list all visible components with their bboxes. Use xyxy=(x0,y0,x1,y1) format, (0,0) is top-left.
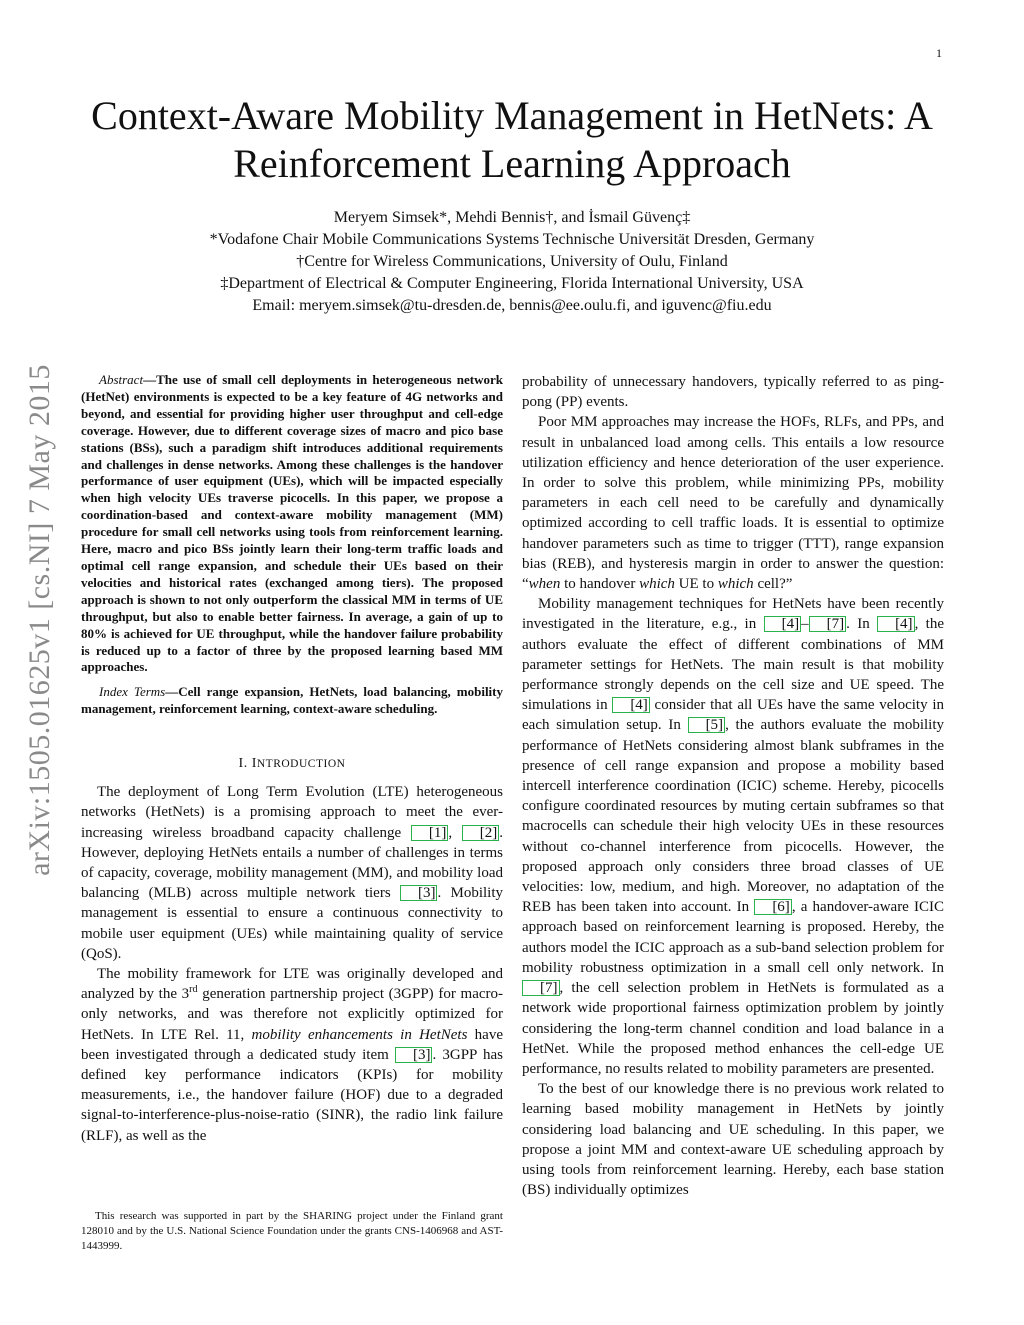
arxiv-stamp: arXiv:1505.01625v1 [cs.NI] 7 May 2015 xyxy=(23,364,56,876)
abstract-text: —The use of small cell deployments in heterogeneous network (HetNet) environments is expected to be a key feature of 4G networks and beyond, and essential for providing higher user throughput and cell-edge coverage. However, due to different coverage sizes of macro and pico base stations (BSs), such a paradigm shift introduces additional requirements and challenges in dense networks. Among these challenges is the handover performance of user equipment (UEs), which will be impacted especially when high velocity UEs traverse picocells. In this paper, we propose a coordination-based and context-aware mobility management (MM) procedure for small cell networks using tools from reinforcement learning. Here, macro and pico BSs jointly learn their long-term traffic loads and optimal cell range expansion, and schedule their UEs based on their velocities and historical rates (exchanged among tiers). The proposed approach is shown to not only outperform the classical MM in terms of UE throughput, but also to enable better fairness. In average, a gain of up to 80% is achieved for UE throughput, while the handover failure probability is reduced up to a factor of three by the proposed learning based MM approaches. xyxy=(81,372,503,675)
right-paragraph-4: To the best of our knowledge there is no previous work related to learning based mobility management in HetNets by jointly considering load balancing and UE scheduling. In this paper, we propose a joint MM and context-aware UE scheduling approach by using tools from reinforcement learning. Hereby, each base station (BS) individually optimizes xyxy=(522,1081,944,1199)
abstract-label: Abstract xyxy=(99,372,144,387)
intro-paragraph-2: The mobility framework for LTE was originally developed and analyzed by the 3rd generation partnership project (3GPP) for macro-only networks, and was therefore not explicitly optimized for HetNets. In LTE Rel. 11, mobility enhancements in HetNets have been investigated through a dedicated study item [3] . 3GPP has defined key performance indicators (KPIs) for mobility measurements, i.e., the handover failure (HOF) due to a degraded signal-to-interference-plus-noise-ratio (SINR), the radio link failure (RLF), as well as the xyxy=(81,965,503,1144)
page-number: 1 xyxy=(936,46,942,60)
paper-title xyxy=(60,92,964,188)
citation-link[interactable]: [2] xyxy=(462,825,500,841)
citation-link[interactable]: [4] xyxy=(764,616,802,632)
citation-link[interactable]: [3] xyxy=(400,885,438,901)
author-names: Meryem Simsek*, Mehdi Bennis†, and İsmail Güvenç‡ xyxy=(333,209,691,226)
citation-link[interactable]: [7] xyxy=(522,980,560,996)
index-terms-label: Index Terms xyxy=(99,684,166,700)
abstract xyxy=(81,372,503,676)
citation-link[interactable]: [3] xyxy=(395,1047,433,1063)
title-line-1: Context-Aware Mobility Management in HetNets: A xyxy=(91,93,933,138)
author-block xyxy=(60,207,964,317)
index-terms xyxy=(81,684,503,718)
author-emails: Email: meryem.simsek@tu-dresden.de, bennis@ee.oulu.fi, and iguvenc@fiu.edu xyxy=(252,297,772,314)
citation-link[interactable]: [5] xyxy=(688,717,726,733)
affiliation-1: *Vodafone Chair Mobile Communications Systems Technische Universität Dresden, Germany xyxy=(209,231,815,248)
left-column xyxy=(81,372,503,1146)
citation-link[interactable]: [7] xyxy=(809,616,847,632)
right-paragraph-2: Poor MM approaches may increase the HOFs, RLFs, and PPs, and result in unbalanced load among cells. This entails a low resource utilization efficiency and hence deterioration of the user experience. In order to solve this problem, while minimizing PPs, mobility parameters in each cell need to be carefully and dynamically optimized according to cell traffic loads. It is essential to optimize handover parameters such as time to trigger (TTT), range expansion bias (REB), and hysteresis margin in order to answer the question: “when to handover which UE to which cell?” xyxy=(522,414,944,593)
right-paragraph-3: Mobility management techniques for HetNets have been recently investigated in the literature, e.g., in [4] – [7] . In [4] , the authors evaluate the effect of different combinations of MM parameter settings for HetNets. The main result is that mobility performance strongly depends on the cell size and UE speed. The simulations in [4] consider that all UEs have the same velocity in each simulation setup. In [5] , the authors evaluate the mobility performance of HetNets considering almost blank subframes in the presence of cell range expansion and propose a mobility based intercell interference coordination (ICIC) scheme. Hereby, picocells configure coordinated resources by muting certain subframes so that macrocells can schedule their high velocity UEs in these resources without co-channel interference from picocells. However, the proposed approach only considers three broad classes of UE velocities: low, medium, and high. Moreover, no adaptation of the REB has been taken into account. In [6] , a handover-aware ICIC approach based on reinforcement learning is proposed. Hereby, the authors model the ICIC approach as a sub-band selection problem for mobility robustness optimization in a small cell only network. In [7] , the cell selection problem in HetNets is formulated as a network wide proportional fairness optimization problem by jointly considering the long-term channel condition and load balance in a HetNet. While the proposed method enhances the cell-edge UE performance, no results related to mobility parameters are presented. xyxy=(522,596,945,1077)
citation-link[interactable]: [1] xyxy=(411,825,449,841)
funding-footnote: This research was supported in part by the SHARING project under the Finland grant 128010 and by the U.S. National Science Foundation under the grants CNS-1406968 and AST-1443999. xyxy=(81,1210,503,1252)
citation-link[interactable]: [4] xyxy=(877,616,915,632)
citation-link[interactable]: [4] xyxy=(612,697,650,713)
index-terms-text: —Cell range expansion, HetNets, load balancing, mobility management, reinforcement learning, context-aware scheduling. xyxy=(81,684,504,717)
title-line-2: Reinforcement Learning Approach xyxy=(233,141,791,186)
section-heading-introduction: I. INTRODUCTION xyxy=(238,756,346,772)
citation-link[interactable]: [6] xyxy=(754,899,792,915)
intro-paragraph-1: The deployment of Long Term Evolution (LTE) heterogeneous networks (HetNets) is a promising approach to meet the ever-increasing wireless broadband capacity challenge [1] , [2] . However, deploying HetNets entails a number of challenges in terms of capacity, coverage, mobility management (MM), and mobility load balancing (MLB) across multiple network tiers [3] . Mobility management is essential to ensure a continuous connectivity to mobile user equipment (UEs) while maintaining quality of service (QoS). xyxy=(81,784,504,962)
right-paragraph-1: probability of unnecessary handovers, typically referred to as ping-pong (PP) events. xyxy=(522,374,944,411)
right-column xyxy=(522,372,944,1200)
affiliation-3: ‡Department of Electrical & Computer Engineering, Florida International University, USA xyxy=(220,275,804,292)
affiliation-2: †Centre for Wireless Communications, University of Oulu, Finland xyxy=(296,253,728,270)
